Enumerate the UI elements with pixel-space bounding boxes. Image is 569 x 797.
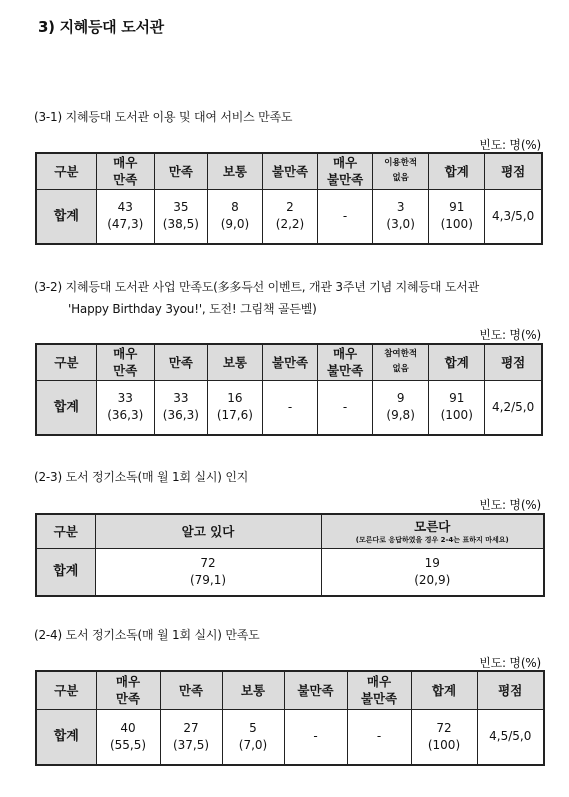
header-cell: 만족 <box>160 671 222 709</box>
data-cell: - <box>262 380 317 435</box>
header-cell: 불만족 <box>262 153 317 189</box>
data-cell: 33 (36,3) <box>96 380 154 435</box>
section-heading-3-2 <box>34 276 479 320</box>
header-cell: 만족 <box>154 344 207 380</box>
header-cell: 불만족 <box>262 344 317 380</box>
table-row <box>36 548 544 596</box>
header-cell: 참여한적 없음 <box>373 344 429 380</box>
section-heading-3-1: (3-1) 지혜등대 도서관 이용 및 대여 서비스 만족도 <box>34 110 293 124</box>
header-cell: 합계 <box>429 153 485 189</box>
header-cell: 구분 <box>36 671 96 709</box>
section-heading-line2: 'Happy Birthday 3you!', 도전! 그림책 골든벨) <box>68 302 317 316</box>
header-cell: 보통 <box>207 153 262 189</box>
header-cell: 매우 만족 <box>96 344 154 380</box>
unit-label-3-1: 빈도: 명(%) <box>479 138 541 152</box>
data-cell: 2 (2,2) <box>262 189 317 244</box>
data-cell: 43 (47,3) <box>96 189 154 244</box>
header-cell: 보통 <box>207 344 262 380</box>
table-3-1 <box>35 152 543 245</box>
unit-label-2-4: 빈도: 명(%) <box>479 656 541 670</box>
data-cell: 5 (7,0) <box>222 709 284 765</box>
data-cell: - <box>284 709 347 765</box>
header-row <box>36 153 542 189</box>
data-cell: 91 (100) <box>429 380 485 435</box>
section-heading-line1: (3-2) 지혜등대 도서관 사업 만족도(多多득선 이벤트, 개관 3주년 기념 지혜등대 도서관 <box>34 280 480 294</box>
header-cell: 불만족 <box>284 671 347 709</box>
header-cell: 매우 불만족 <box>318 344 373 380</box>
data-cell: 72 (100) <box>411 709 477 765</box>
data-cell: 4,2/5,0 <box>485 380 542 435</box>
section-heading-2-3: (2-3) 도서 정기소독(매 월 1회 실시) 인지 <box>34 470 249 484</box>
header-cell: 보통 <box>222 671 284 709</box>
data-cell: 27 (37,5) <box>160 709 222 765</box>
data-cell: 4,3/5,0 <box>485 189 542 244</box>
header-cell: 구분 <box>36 344 96 380</box>
header-cell: 합계 <box>429 344 485 380</box>
row-label: 합계 <box>36 548 95 596</box>
header-cell: 평점 <box>477 671 544 709</box>
table-row <box>36 380 542 435</box>
data-cell: 4,5/5,0 <box>477 709 544 765</box>
header-row <box>36 671 544 709</box>
page-title: 3) 지혜등대 도서관 <box>38 18 164 36</box>
data-cell: 19 (20,9) <box>321 548 544 596</box>
row-label: 합계 <box>36 709 96 765</box>
data-cell: - <box>347 709 411 765</box>
header-cell: 만족 <box>154 153 207 189</box>
data-cell: 91 (100) <box>429 189 485 244</box>
header-note: (모른다로 응답하였을 경우 2-4는 표하지 마세요) <box>355 535 509 544</box>
header-cell: 모른다 (모른다로 응답하였을 경우 2-4는 표하지 마세요) <box>321 514 544 548</box>
table-row <box>36 189 542 244</box>
header-row <box>36 344 542 380</box>
header-cell: 구분 <box>36 153 96 189</box>
data-cell: 16 (17,6) <box>207 380 262 435</box>
unit-label-2-3: 빈도: 명(%) <box>479 498 541 512</box>
header-cell: 평점 <box>485 153 542 189</box>
data-cell: 9 (9,8) <box>373 380 429 435</box>
data-cell: 72 (79,1) <box>95 548 321 596</box>
header-cell: 구분 <box>36 514 95 548</box>
section-heading-2-4: (2-4) 도서 정기소독(매 월 1회 실시) 만족도 <box>34 628 260 642</box>
row-label: 합계 <box>36 189 96 244</box>
data-cell: 8 (9,0) <box>207 189 262 244</box>
table-2-3 <box>35 513 545 597</box>
header-row <box>36 514 544 548</box>
table-3-2 <box>35 343 543 436</box>
unit-label-3-2: 빈도: 명(%) <box>479 328 541 342</box>
data-cell: 33 (36,3) <box>154 380 207 435</box>
table-row <box>36 709 544 765</box>
header-cell: 이용한적 없음 <box>373 153 429 189</box>
header-cell: 매우 만족 <box>96 153 154 189</box>
row-label: 합계 <box>36 380 96 435</box>
header-cell: 합계 <box>411 671 477 709</box>
header-cell: 매우 불만족 <box>318 153 373 189</box>
header-cell: 평점 <box>485 344 542 380</box>
header-cell: 매우 불만족 <box>347 671 411 709</box>
data-cell: 40 (55,5) <box>96 709 160 765</box>
data-cell: 3 (3,0) <box>373 189 429 244</box>
header-cell: 매우 만족 <box>96 671 160 709</box>
data-cell: - <box>318 380 373 435</box>
data-cell: 35 (38,5) <box>154 189 207 244</box>
table-2-4 <box>35 670 545 766</box>
header-cell: 알고 있다 <box>95 514 321 548</box>
data-cell: - <box>318 189 373 244</box>
